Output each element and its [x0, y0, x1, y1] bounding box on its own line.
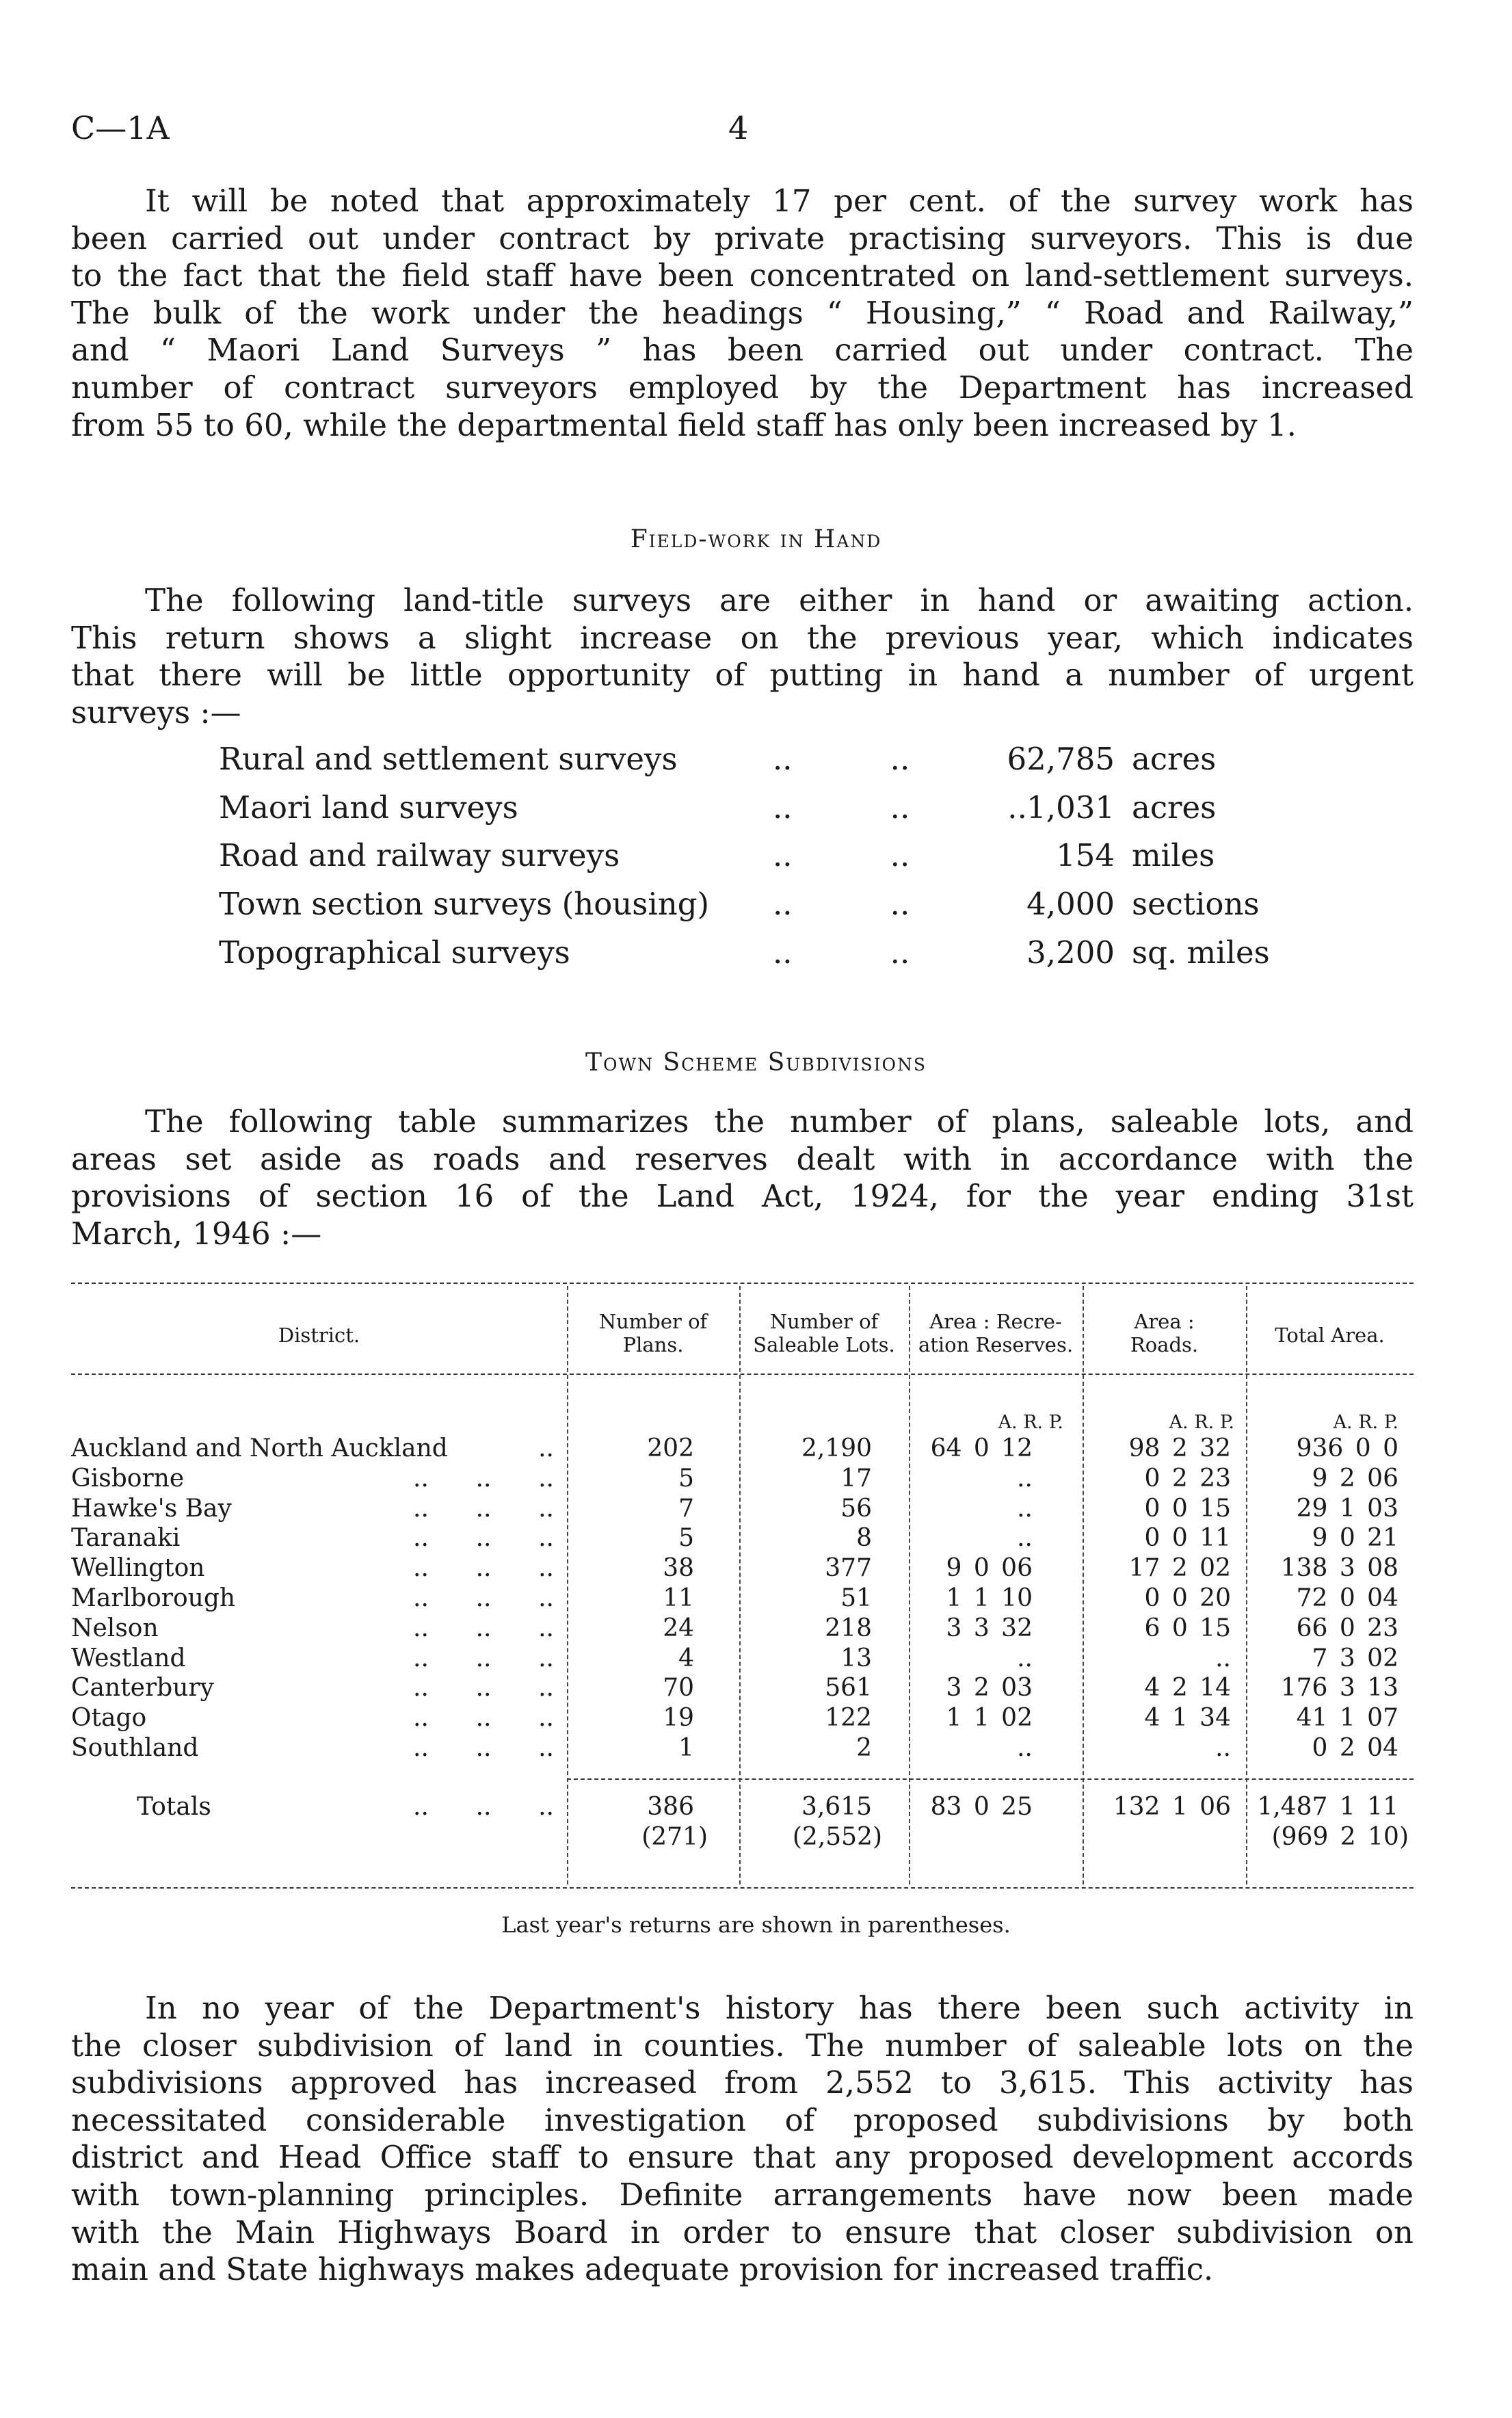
- plans-cell: 386: [647, 1793, 694, 1821]
- lots-cell: 122: [825, 1704, 872, 1733]
- recreation-cell: 9 0 06: [946, 1554, 1033, 1583]
- district-cell: Taranaki: [71, 1524, 181, 1553]
- roads-cell: 17 2 02: [1128, 1554, 1231, 1583]
- plans-cell: 38: [663, 1554, 694, 1583]
- roads-cell: 98 2 32: [1128, 1434, 1231, 1462]
- header-plans-line1: Number of: [598, 1310, 708, 1333]
- roads-cell: 0 0 11: [1144, 1524, 1231, 1553]
- lots-cell: 51: [840, 1584, 872, 1612]
- recreation-cell: ..: [1017, 1644, 1033, 1672]
- table-bottom-rule: [71, 1887, 1414, 1889]
- lots-cell: 2: [856, 1734, 872, 1762]
- lots-cell: 8: [856, 1524, 872, 1553]
- district-cell: Gisborne: [71, 1464, 185, 1493]
- paragraph-line: number of contract surveyors employed by the Department has increased: [71, 369, 1414, 406]
- roads-cell: ..: [1215, 1644, 1231, 1672]
- plans-cell: 4: [678, 1644, 694, 1672]
- dots-cell: .. .. ..: [413, 1554, 554, 1583]
- list-item-label: Maori land surveys: [219, 789, 518, 826]
- plans-cell: 1: [678, 1734, 694, 1762]
- recreation-cell: 3 2 03: [946, 1674, 1033, 1703]
- district-cell: Otago: [71, 1704, 147, 1733]
- list-item-unit: sections: [1132, 886, 1260, 923]
- section-heading-field-work: Field-work in Hand: [630, 525, 882, 553]
- total-cell: 41 1 07: [1296, 1704, 1398, 1733]
- recreation-cell: ..: [1017, 1734, 1033, 1762]
- total-cell: 138 3 08: [1280, 1554, 1398, 1583]
- plans-cell: 202: [647, 1434, 694, 1462]
- lots-cell: 13: [840, 1644, 872, 1672]
- district-cell: Auckland and North Auckland: [71, 1434, 448, 1462]
- header-roads-line1: Area :: [1134, 1310, 1195, 1333]
- recreation-cell: 1 1 02: [946, 1704, 1033, 1733]
- units-recreation: A. R. P.: [998, 1412, 1063, 1433]
- roads-cell: 4 2 14: [1144, 1674, 1231, 1703]
- paragraph-line: and “ Maori Land Surveys ” has been carried out under contract. The: [71, 332, 1414, 369]
- district-cell: Westland: [71, 1644, 186, 1672]
- lots-cell: 17: [840, 1464, 872, 1493]
- table-caption: Last year's returns are shown in parentheses.: [501, 1912, 1011, 1938]
- header-plans-line2: Plans.: [622, 1333, 684, 1356]
- dots-cell: .. .. ..: [413, 1614, 554, 1642]
- list-item-unit: acres: [1132, 789, 1217, 826]
- doc-code: C—1A: [71, 109, 170, 146]
- paragraph-line: with town-planning principles. Definite arrangements have now been made: [71, 2177, 1414, 2213]
- total-cell: 7 3 02: [1312, 1644, 1398, 1672]
- recreation-cell: 3 3 32: [946, 1614, 1033, 1642]
- roads-cell: 0 0 20: [1144, 1584, 1231, 1612]
- header-roads-line2: Roads.: [1130, 1333, 1199, 1356]
- list-item-label: Topographical surveys: [219, 934, 570, 971]
- dots-cell: .. .. ..: [413, 1734, 554, 1762]
- dots-cell: .. .. ..: [413, 1793, 554, 1821]
- paragraph-line: subdivisions approved has increased from 2,552 to 3,615. This activity has: [71, 2064, 1414, 2101]
- header-lots: [739, 1310, 909, 1356]
- list-item-unit: miles: [1132, 837, 1215, 874]
- lots-cell: 218: [825, 1614, 872, 1642]
- paragraph-line: provisions of section 16 of the Land Act, 1924, for the year ending 31st: [71, 1178, 1414, 1215]
- recreation-cell: 1 1 10: [946, 1584, 1033, 1612]
- paragraph-line: to the fact that the field staff have been concentrated on land-settlement surveys.: [71, 257, 1414, 294]
- paragraph-line: surveys :—: [71, 694, 241, 731]
- header-roads: [1083, 1310, 1246, 1356]
- paragraph-line: been carried out under contract by private practising surveyors. This is due: [71, 220, 1414, 257]
- total-cell: 0 2 04: [1312, 1734, 1398, 1762]
- total-cell: 1,487 1 11: [1257, 1793, 1398, 1821]
- header-lots-line1: Number of: [769, 1310, 879, 1333]
- district-cell: Canterbury: [71, 1674, 214, 1703]
- paragraph-line: from 55 to 60, while the departmental field staff has only been increased by 1.: [71, 406, 1297, 443]
- plans-cell: 7: [678, 1494, 694, 1523]
- list-item-label: Rural and settlement surveys: [219, 741, 678, 777]
- district-cell: Hawke's Bay: [71, 1494, 232, 1523]
- dots-cell: ..: [538, 1434, 554, 1462]
- total-cell: 29 1 03: [1296, 1494, 1398, 1523]
- roads-cell: 132 1 06: [1113, 1793, 1231, 1821]
- list-item-value: 62,785: [1007, 741, 1115, 777]
- lots-cell: 377: [825, 1554, 872, 1583]
- plans-cell: 70: [663, 1674, 694, 1703]
- list-item-unit: acres: [1132, 741, 1217, 777]
- roads-cell: ..: [1215, 1734, 1231, 1762]
- recreation-cell: ..: [1017, 1524, 1033, 1553]
- list-item-value: 1,031: [1026, 789, 1115, 826]
- list-item-dots: .. ..: [773, 837, 910, 874]
- paragraph-line: The following table summarizes the number of plans, saleable lots, and: [145, 1103, 1414, 1140]
- lots-cell: 561: [825, 1674, 872, 1703]
- plans-cell: 5: [678, 1464, 694, 1493]
- roads-cell: 4 1 34: [1144, 1704, 1231, 1733]
- section-heading-town-scheme: Town Scheme Subdivisions: [585, 1049, 927, 1077]
- page-number: 4: [728, 109, 749, 146]
- list-item-value: 154: [1056, 837, 1115, 874]
- header-total: Total Area.: [1275, 1324, 1385, 1347]
- paragraph-line: the closer subdivision of land in counties. The number of saleable lots on the: [71, 2027, 1414, 2064]
- total_prev-cell: (969 2 10): [1271, 1823, 1409, 1851]
- total-cell: 9 0 21: [1312, 1524, 1398, 1553]
- paragraph-line: areas set aside as roads and reserves dealt with in accordance with the: [71, 1140, 1414, 1177]
- paragraph-line: The bulk of the work under the headings “ Housing,” “ Road and Railway,”: [71, 294, 1414, 331]
- list-item-label: Road and railway surveys: [219, 837, 620, 874]
- plans-cell: 24: [663, 1614, 694, 1642]
- header-plans: [567, 1310, 739, 1356]
- total-cell: 66 0 23: [1296, 1614, 1398, 1642]
- list-item-value: 4,000: [1026, 886, 1115, 923]
- header-lots-line2: Saleable Lots.: [753, 1333, 895, 1356]
- lots-cell: 2,190: [801, 1434, 872, 1462]
- district-cell: Southland: [71, 1734, 199, 1762]
- roads-cell: 0 2 23: [1144, 1464, 1231, 1493]
- dots-cell: .. .. ..: [413, 1584, 554, 1612]
- list-item-dots: .. ..: [773, 741, 910, 777]
- recreation-cell: ..: [1017, 1494, 1033, 1523]
- paragraph-line: It will be noted that approximately 17 per cent. of the survey work has: [145, 183, 1414, 219]
- list-item-dots: .. ..: [773, 886, 910, 923]
- lots-cell: 56: [840, 1494, 872, 1523]
- district-cell: Totals: [137, 1793, 211, 1821]
- district-cell: Marlborough: [71, 1584, 236, 1612]
- district-cell: Nelson: [71, 1614, 159, 1642]
- plans-cell: 5: [678, 1524, 694, 1553]
- dots-cell: .. .. ..: [413, 1464, 554, 1493]
- roads-cell: 6 0 15: [1144, 1614, 1231, 1642]
- recreation-cell: ..: [1017, 1464, 1033, 1493]
- paragraph-line: This return shows a slight increase on the previous year, which indicates: [71, 619, 1414, 656]
- list-item-dots: .. ..: [773, 934, 910, 971]
- lots-cell: 3,615: [801, 1793, 872, 1821]
- paragraph-line: necessitated considerable investigation of proposed subdivisions by both: [71, 2101, 1414, 2138]
- plans-cell: 11: [663, 1584, 694, 1612]
- total-cell: 176 3 13: [1280, 1674, 1398, 1703]
- list-item-unit: sq. miles: [1132, 934, 1270, 971]
- paragraph-line: main and State highways makes adequate provision for increased traffic.: [71, 2251, 1214, 2288]
- list-item-dots: .. .. ..: [773, 789, 1027, 826]
- dots-cell: .. .. ..: [413, 1494, 554, 1523]
- dots-cell: .. .. ..: [413, 1674, 554, 1703]
- list-item-value: 3,200: [1026, 934, 1115, 971]
- header-recreation-line1: Area : Recre-: [929, 1310, 1062, 1333]
- paragraph-line: that there will be little opportunity of putting in hand a number of urgent: [71, 657, 1414, 694]
- paragraph-line: March, 1946 :—: [71, 1215, 322, 1252]
- plans_prev-cell: (271): [641, 1823, 708, 1851]
- header-recreation-line2: ation Reserves.: [918, 1333, 1074, 1356]
- dots-cell: .. .. ..: [413, 1524, 554, 1553]
- paragraph-line: district and Head Office staff to ensure that any proposed development accords: [71, 2139, 1414, 2176]
- table-header-rule: [71, 1374, 1414, 1375]
- dots-cell: .. .. ..: [413, 1644, 554, 1672]
- paragraph-line: with the Main Highways Board in order to ensure that closer subdivision on: [71, 2213, 1414, 2250]
- total-cell: 9 2 06: [1312, 1464, 1398, 1493]
- table-totals-rule: [567, 1778, 1414, 1780]
- table-top-rule: [71, 1283, 1414, 1284]
- roads-cell: 0 0 15: [1144, 1494, 1231, 1523]
- paragraph-line: In no year of the Department's history has there been such activity in: [145, 1990, 1414, 2026]
- paragraph-line: The following land-title surveys are either in hand or awaiting action.: [145, 582, 1414, 618]
- recreation-cell: 64 0 12: [930, 1434, 1033, 1462]
- total-cell: 72 0 04: [1296, 1584, 1398, 1612]
- recreation-cell: 83 0 25: [930, 1793, 1033, 1821]
- lots_prev-cell: (2,552): [792, 1823, 882, 1851]
- units-roads: A. R. P.: [1169, 1412, 1234, 1433]
- district-cell: Wellington: [71, 1554, 205, 1583]
- list-item-label: Town section surveys (housing): [219, 886, 710, 923]
- plans-cell: 19: [663, 1704, 694, 1733]
- units-total: A. R. P.: [1333, 1412, 1398, 1433]
- header-district: District.: [278, 1324, 360, 1347]
- total-cell: 936 0 0: [1296, 1434, 1398, 1462]
- header-recreation: [909, 1310, 1083, 1356]
- dots-cell: .. .. ..: [413, 1704, 554, 1733]
